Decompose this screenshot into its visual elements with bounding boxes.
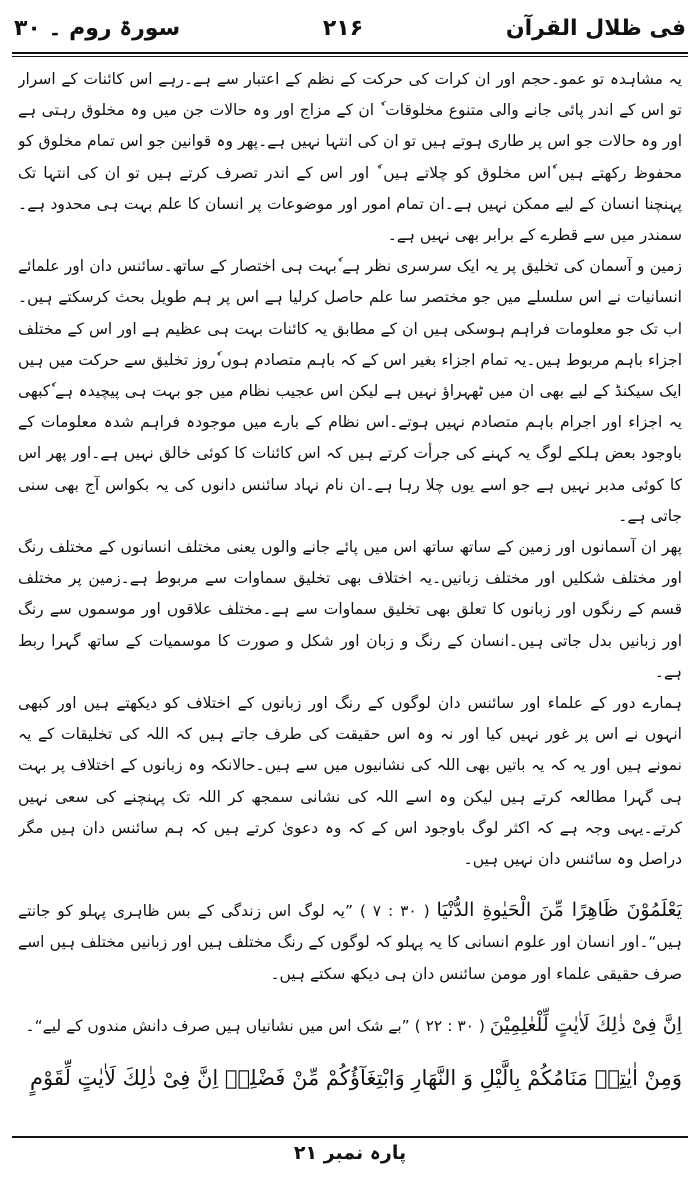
verse-1-translation: ”یہ لوگ اس زندگی کے بس ظاہری پہلو کو جانتے ہیں“۔اور انسان اور علوم انسانی کا یہ پہلو کہ لوگوں کے رنگ مختلف ہیں اور زبانیں مختلف ہیں اسے صرف حقیقی علماء اور مومن سائنس دان ہی دیکھ سکتے ہیں۔ xyxy=(18,902,682,983)
para-label: پارہ نمبر ۲۱ xyxy=(293,1142,407,1164)
footer-divider xyxy=(12,1136,688,1138)
verse-1-arabic: یَعْلَمُوْنَ ظَاهِرًا مِّنَ الْحَیٰوةِ الدُّنْیَا xyxy=(436,899,682,922)
verse-2-translation: ”بے شک اس میں نشانیاں ہیں صرف دانش مندوں کے لیے“۔ xyxy=(25,1016,410,1035)
paragraph-4: ہمارے دور کے علماء اور سائنس دان لوگوں کے رنگ اور زبانوں کے اختلاف کو دیکھتے ہیں اور کبھی انہوں نے اس پر غور نہیں کیا اور نہ وہ اس حقیقت کی طرف جاتے ہیں کہ اللہ کی تخلیقات کے یہ نمونے ہیں اور یہ کہ یہ باتیں بھی اللہ کی نشانیوں میں سے ہیں۔حالانکہ وہ زبانوں کے اختلاف پر بہت ہی گہرا مطالعہ کرتے ہیں لیکن وہ اسے اللہ کی نشانی سمجھ کر اللہ تک پہنچنے کی سعی نہیں کرتے۔یہی وجہ ہے کہ اکثر لوگ باوجود اس کے کہ وہ دعویٰ کرتے ہیں کہ ہم سائنس دان ہیں مگر دراصل وہ سائنس دان نہیں ہیں۔ xyxy=(18,694,682,869)
verse-2-reference: ( ۳۰ : ۲۲ ) xyxy=(414,1016,485,1035)
page-number: ۲۱۶ xyxy=(322,15,364,41)
paragraph-2: زمین و آسمان کی تخلیق پر یہ ایک سرسری نظر ہے ٗبہت ہی اختصار کے ساتھ۔سائنس دان اور علمائے انسانیات نے اس سلسلے میں جو مختصر سا علم حاصل کرلیا ہے اس پر ہم طویل بحث کرسکتے ہیں۔اب تک جو معلومات فراہم ہوسکی ہیں ان کے مطابق یہ کائنات بہت ہی عظیم ہے اور اس کے مختلف اجزاء باہم مربوط ہیں۔یہ تمام اجزاء بغیر اس کے کہ باہم متصادم ہوں ٗروز تخلیق سے حرکت میں ہیں ٗایک سیکنڈ کے لیے بھی ان میں ٹھہراؤ نہیں ہے لیکن اس عجیب نظام میں جو بہت ہی پیچیدہ ہے ٗکبھی یہ اجزاء اور اجرام باہم متصادم نہیں ہوتے۔اس نظام کے بارے میں موجودہ فراہم شدہ معلومات کے باوجود بعض ہلکے لوگ یہ کہنے کی جرأت کرتے ہیں کہ اس کائنات کا کوئی خالق نہیں ہے۔اور پھر اس کا کوئی مدبر نہیں ہے جو اسے یوں چلا رہا ہے۔ان نام نہاد سائنس دانوں کی یہ بکواس آج بھی سنی جاتی ہے۔ xyxy=(18,257,682,525)
book-title: فی ظلال القرآن xyxy=(505,15,686,41)
page-header xyxy=(14,8,686,48)
verse-1-reference: ( ۳۰ : ۷ ) xyxy=(359,902,430,921)
closing-verse: وَمِنْ اٰیٰتِهٖ مَنَامُكُمْ بِالَّیْلِ وَ النَّهَارِ وَابْتِغَآؤُكُمْ مِّنْ فَضْلِهٖ اِنَّ فِیْ ذٰلِكَ لَاٰیٰتٍ لِّقَوْمٍ xyxy=(30,1066,682,1091)
paragraph-3: پھر ان آسمانوں اور زمین کے ساتھ ساتھ اس میں پائے جانے والوں یعنی مختلف انسانوں کے مختلف رنگ اور مختلف شکلیں اور مختلف زبانیں۔یہ اختلاف بھی تخلیق سماوات سے مربوط ہے۔زمین پر مختلف قسم کے رنگوں اور زبانوں کا تعلق بھی تخلیق سماوات سے ہے۔مختلف علاقوں اور موسموں سے رنگ اور زبانیں بدل جاتی ہیں۔انسان کے رنگ و زبان اور شکل و صورت کا موسمیات کے ساتھ گہرا ربط ہے۔ xyxy=(18,538,682,681)
page-body xyxy=(18,64,682,1130)
header-divider xyxy=(12,52,688,54)
verse-2-arabic: اِنَّ فِیْ ذٰلِكَ لَاٰیٰتٍ لِّلْعٰلِمِیْنَ xyxy=(489,1013,682,1036)
surah-info: سورۃ روم ۔ ۳۰ xyxy=(14,15,181,41)
verse-block-1 xyxy=(18,895,682,990)
header-divider-thin xyxy=(12,56,688,57)
paragraph-1: یہ مشاہدہ تو عمو۔حجم اور ان کرات کی حرکت کے نظم کے اعتبار سے ہے۔رہے اس کائنات کے اسرار تو اس کے اندر پائی جانے والی متنوع مخلوقات ٗ ان کے مزاج اور وہ حالات جن میں وہ مخلوق رہتی ہے اور وہ حالات جو اس پر طاری ہوتے ہیں تو ان کی انتہا نہیں ہے۔پھر وہ قوانین جو اس تمام مخلوق کو محفوظ رکھتے ہیں ٗاس مخلوق کو چلاتے ہیں ٗ اور اس کے اندر تصرف کرتے ہیں تو ان کی انتہا تک پہنچنا انسان کے لیے ممکن نہیں ہے۔ان تمام امور اور موضوعات پر انسان کا علم بہت ہی محدود ہے۔سمندر میں سے قطرے کے برابر بھی نہیں ہے۔ xyxy=(18,70,682,245)
verse-block-2 xyxy=(18,1010,682,1042)
